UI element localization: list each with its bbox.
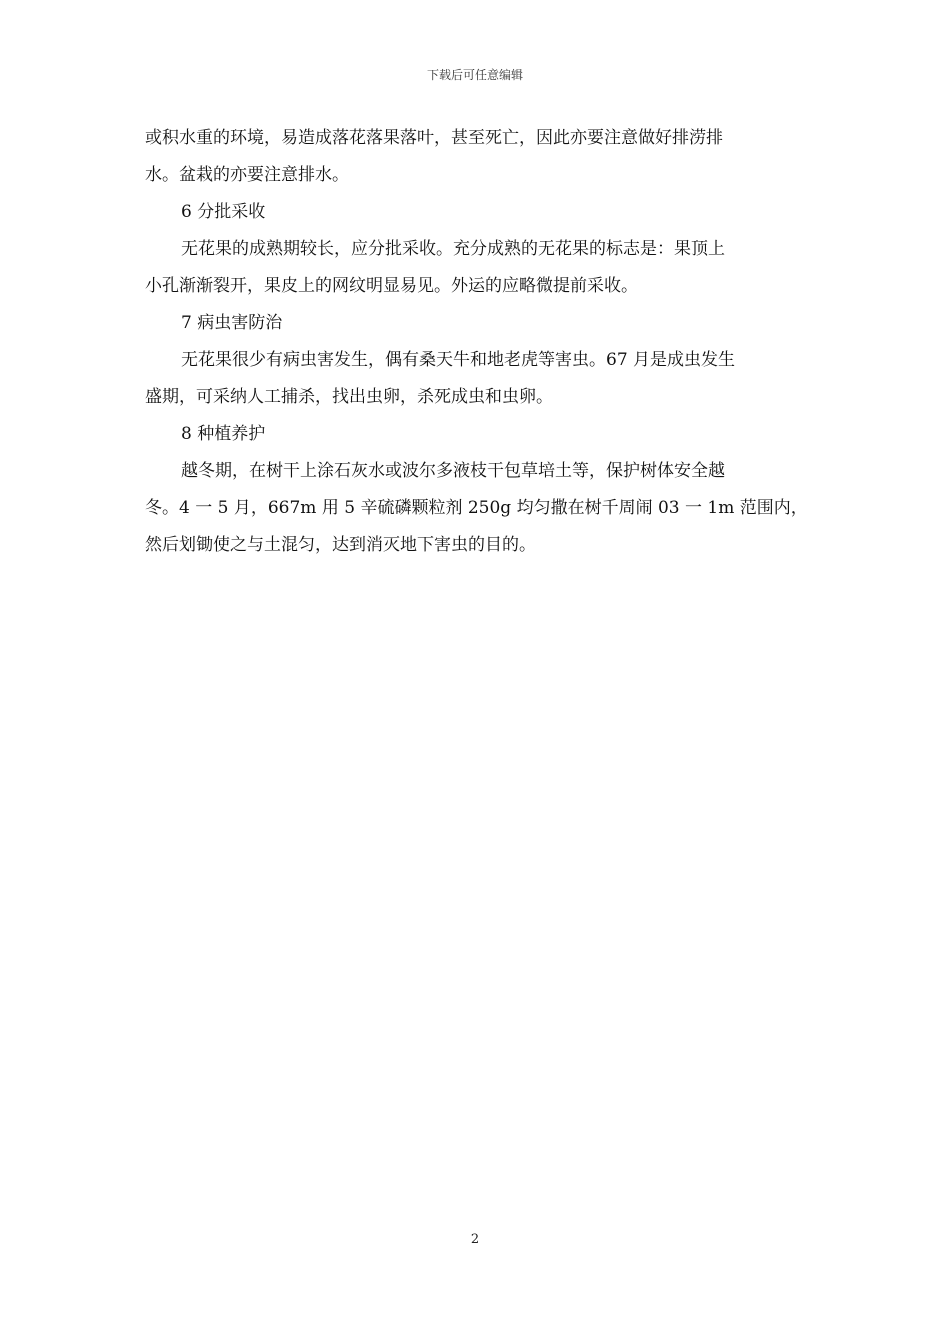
paragraph-line: 越冬期，在树干上涂石灰水或波尔多液枝干包草培土等，保护树体安全越 xyxy=(181,461,725,481)
paragraph-line: 无花果很少有病虫害发生，偶有桑天牛和地老虎等害虫。67 月是成虫发生 xyxy=(181,350,736,370)
paragraph-line: 然后划锄使之与土混匀，达到消灭地下害虫的目的。 xyxy=(145,535,536,555)
paragraph-line: 盛期，可采纳人工捕杀，找出虫卵，杀死成虫和虫卵。 xyxy=(145,387,553,407)
paragraph-line: 小孔渐渐裂开，果皮上的网纹明显易见。外运的应略微提前采收。 xyxy=(145,276,638,296)
paragraph-line: 无花果的成熟期较长，应分批采收。充分成熟的无花果的标志是：果顶上 xyxy=(181,239,725,259)
section-heading-harvest: 6 分批采收 xyxy=(181,202,266,222)
paragraph-line: 冬。4 一 5 月，667m 用 5 辛硫磷颗粒剂 250g 均匀撒在树千周闹 03 一 1m 范围内， xyxy=(145,498,808,518)
page-header: 下载后可任意编辑 xyxy=(426,68,523,82)
document-body xyxy=(145,124,810,568)
page-number: 2 xyxy=(470,1232,480,1247)
section-heading-maintenance: 8 种植养护 xyxy=(181,424,266,444)
paragraph-line: 或积水重的环境，易造成落花落果落叶，甚至死亡，因此亦要注意做好排涝排 xyxy=(145,128,723,148)
paragraph-line: 水。盆栽的亦要注意排水。 xyxy=(145,165,349,185)
section-heading-pest-control: 7 病虫害防治 xyxy=(181,313,283,333)
